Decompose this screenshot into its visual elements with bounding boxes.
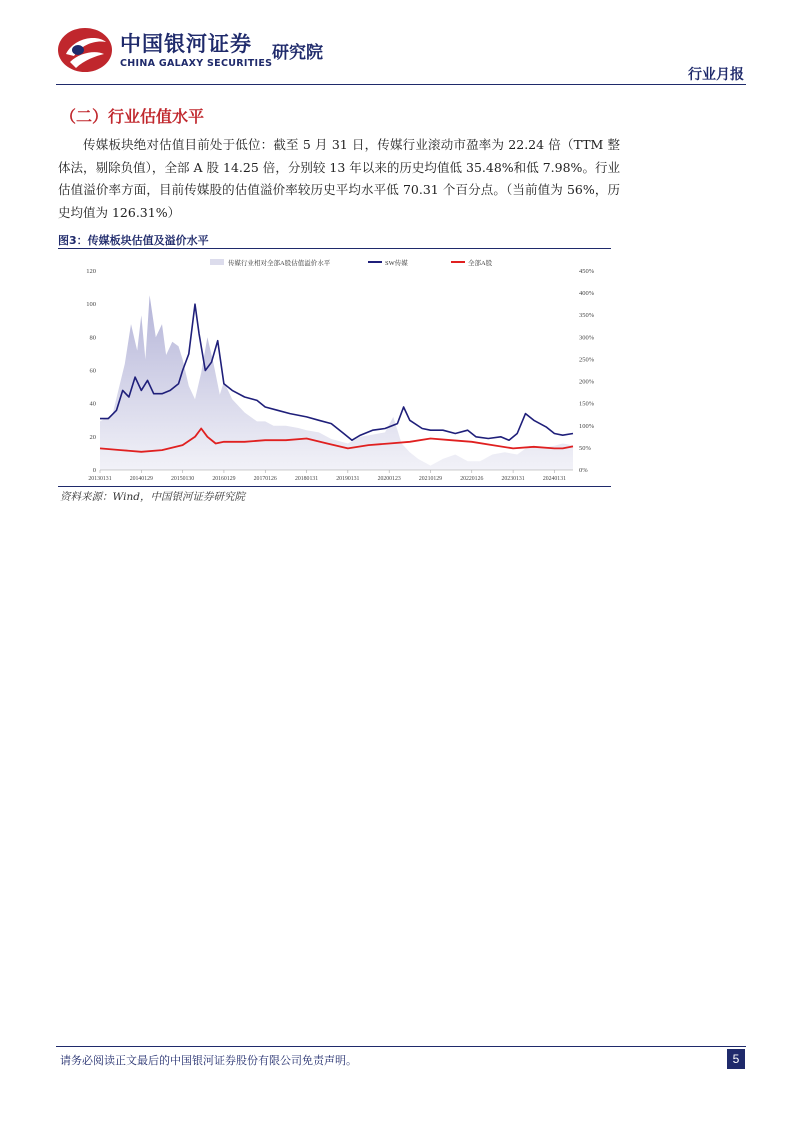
x-tick-label: 20220126 <box>460 476 484 482</box>
figure-caption: 图3：传媒板块估值及溢价水平 <box>58 234 209 247</box>
galaxy-logo-icon <box>56 24 114 76</box>
x-tick-label: 20170126 <box>253 476 277 482</box>
y-right-tick-label: 250% <box>579 356 595 364</box>
y-right-tick-label: 450% <box>579 268 595 275</box>
y-right-tick-label: 100% <box>579 422 595 430</box>
footer-divider <box>56 1046 746 1047</box>
page-number: 5 <box>727 1049 745 1069</box>
legend-label-all-a: 全部A股 <box>468 260 493 267</box>
y-left-tick-label: 60 <box>89 367 96 375</box>
x-tick-label: 20210129 <box>418 476 443 482</box>
legend-label-sw-media: SW传媒 <box>385 260 408 267</box>
footer-disclaimer: 请务必阅读正文最后的中国银河证券股份有限公司免责声明。 <box>60 1054 357 1067</box>
y-right-tick-label: 50% <box>579 444 591 452</box>
x-tick-label: 20200123 <box>377 476 401 482</box>
x-tick-label: 20150130 <box>171 476 195 482</box>
figure-bottom-divider <box>58 486 611 487</box>
legend-label-premium: 传媒行业相对全部A股估值溢价水平 <box>228 260 331 267</box>
x-tick-label: 20190131 <box>336 476 360 482</box>
institute-label: 研究院 <box>272 43 323 63</box>
report-type-label: 行业月报 <box>688 67 744 83</box>
y-right-tick-label: 400% <box>579 290 595 298</box>
y-left-tick-label: 120 <box>86 268 96 275</box>
logo-chinese-name: 中国银河证券 <box>120 32 252 56</box>
y-right-tick-label: 0% <box>579 467 588 474</box>
figure-source: 资料来源：Wind，中国银河证券研究院 <box>60 491 245 503</box>
y-right-tick-label: 350% <box>579 312 595 320</box>
valuation-chart <box>58 250 611 486</box>
y-left-tick-label: 80 <box>89 334 96 342</box>
header-divider <box>56 84 746 85</box>
plot-area <box>100 295 573 470</box>
y-right-tick-label: 300% <box>579 334 595 342</box>
section-title: （二）行业估值水平 <box>60 107 205 126</box>
body-paragraph: 传媒板块绝对估值目前处于低位：截至 5 月 31 日，传媒行业滚动市盈率为 22.24 倍（TTM 整体法，剔除负值），全部 A 股 14.25 倍，分别较 13 年以来的历史均值低 35.48%和低 7.98%。行业估值溢价率方面，目前传媒股的估值溢价率较历史平均水平低 70.31 个百分点。（当前值为 56%，历史均值为 126.31%） <box>58 137 620 220</box>
premium-area-series <box>100 295 573 470</box>
figure-top-divider <box>58 248 611 249</box>
logo-english-name: CHINA GALAXY SECURITIES <box>120 58 273 69</box>
y-left-tick-label: 0 <box>92 467 96 474</box>
y-left-tick-label: 40 <box>89 400 96 408</box>
y-left-tick-label: 100 <box>86 301 96 309</box>
y-left-tick-label: 20 <box>89 433 96 441</box>
legend-swatch-premium <box>210 259 224 265</box>
x-tick-label: 20130131 <box>88 476 112 482</box>
x-tick-label: 20140129 <box>129 476 153 482</box>
x-tick-label: 20230131 <box>501 476 525 482</box>
x-tick-label: 20180131 <box>294 476 319 482</box>
page-header <box>56 22 746 84</box>
chart-legend <box>210 258 493 267</box>
y-right-tick-label: 150% <box>579 400 595 408</box>
x-tick-label: 20240131 <box>542 476 567 482</box>
x-tick-label: 20160129 <box>212 476 236 482</box>
y-right-tick-label: 200% <box>579 378 595 386</box>
